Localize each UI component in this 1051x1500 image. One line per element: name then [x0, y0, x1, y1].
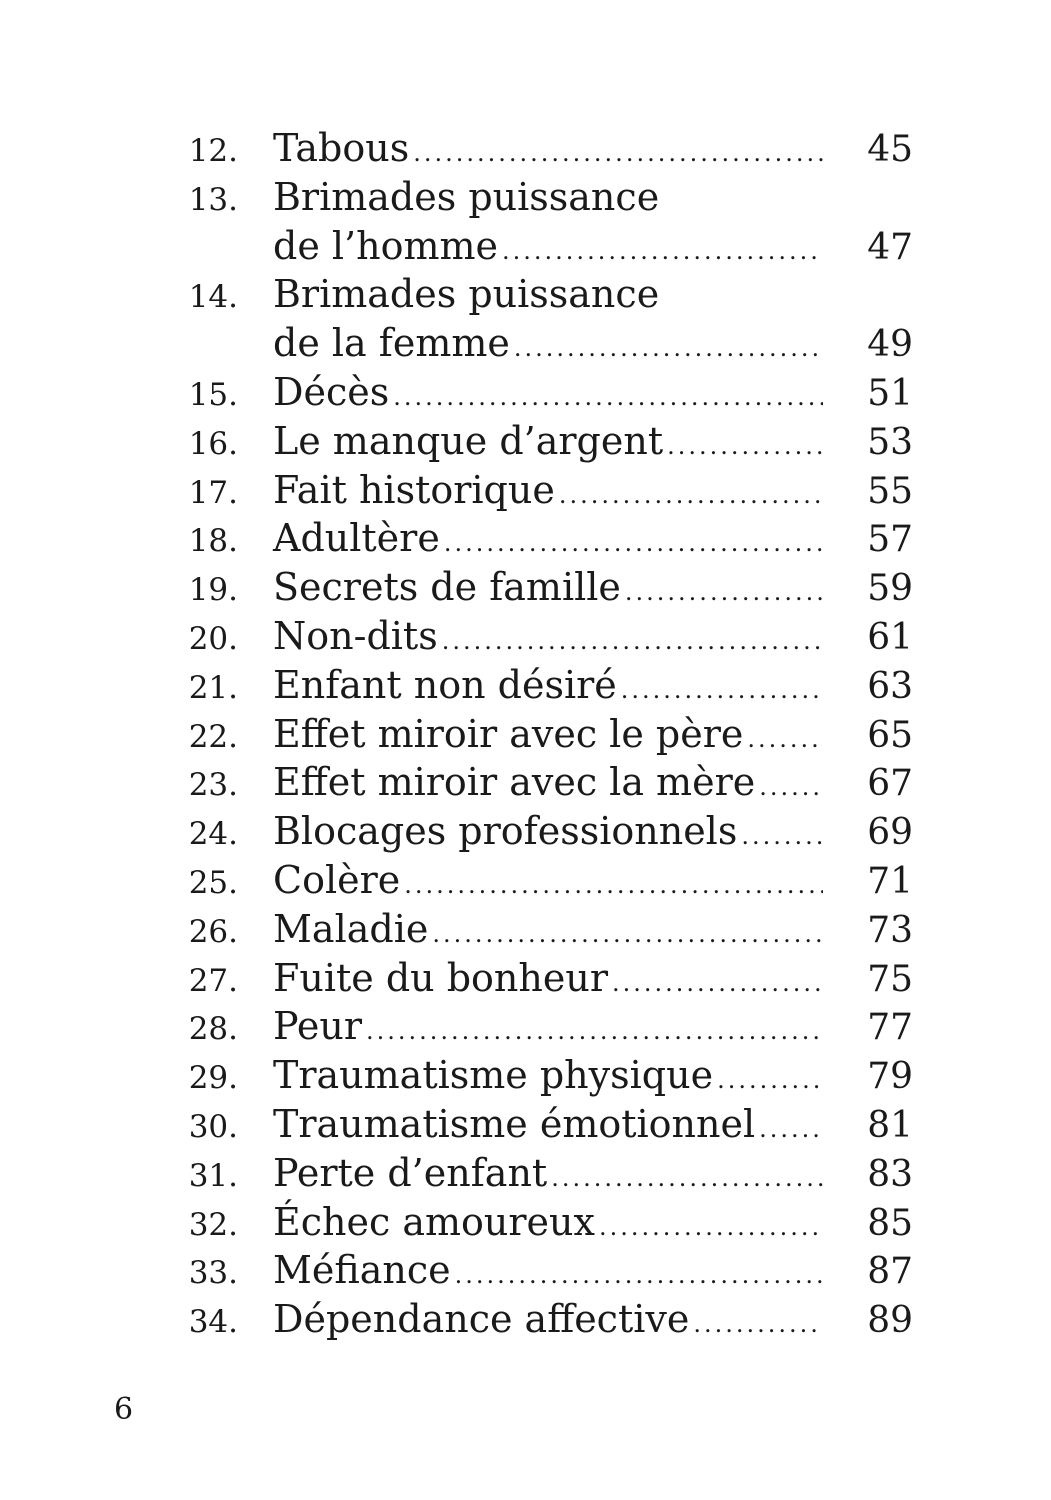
- toc-entry-title: Décès: [273, 369, 390, 414]
- dot-leader: [547, 1164, 823, 1192]
- toc-entry-row: [180, 516, 914, 565]
- toc-entry-title: Effet miroir avec le père: [273, 711, 744, 756]
- toc-entry-row: [180, 1297, 914, 1346]
- dot-leader: [755, 1115, 823, 1143]
- toc-entry-page: 67: [867, 763, 913, 805]
- toc-entry-title: Traumatisme émotionnel: [273, 1101, 756, 1146]
- toc-entry-page: 85: [867, 1202, 913, 1244]
- dot-leader: [689, 1310, 823, 1338]
- toc-entry-number: 15.: [188, 376, 238, 413]
- toc-entry-title: de la femme: [273, 321, 510, 366]
- toc-entry-title: de l’homme: [273, 223, 499, 268]
- dot-leader: [737, 822, 823, 850]
- toc-entry-title-column: [273, 1102, 823, 1146]
- dot-leader: [608, 969, 823, 997]
- toc-entry-number: 29.: [188, 1060, 238, 1097]
- toc-entry-title: Fait historique: [273, 467, 555, 512]
- toc-entry-title: Brimades puissance: [273, 272, 660, 317]
- toc-entry-page: 73: [867, 909, 913, 951]
- toc-entry-number: 14.: [188, 279, 238, 316]
- toc-entry-row: [180, 370, 914, 419]
- toc-entry-number: 23.: [188, 767, 238, 804]
- toc-entry-row: [180, 419, 914, 468]
- toc-entry-row: [180, 1200, 914, 1249]
- toc-entry-title-column: [273, 1297, 823, 1341]
- toc-entry-title: Non-dits: [273, 613, 438, 658]
- dot-leader: [595, 1213, 823, 1241]
- toc-entry-page: 69: [867, 812, 913, 854]
- toc-entry-number: 21.: [188, 669, 238, 706]
- toc-entry-title-column: [273, 712, 823, 756]
- toc-entry-title: Peur: [273, 1004, 362, 1049]
- toc-entry-page: 87: [867, 1251, 913, 1293]
- toc-entry-row: [180, 468, 914, 517]
- toc-entry-title-column: [273, 565, 823, 609]
- toc-entry-page: 79: [867, 1056, 913, 1098]
- toc-entry-number: 33.: [188, 1255, 238, 1292]
- dot-leader: [663, 432, 823, 460]
- toc-entry-title-column: [273, 858, 823, 902]
- toc-entry-row: [180, 614, 914, 663]
- toc-entry-row: [180, 858, 914, 907]
- toc-entry-number: 17.: [188, 474, 238, 511]
- toc-entry-number: 16.: [188, 425, 238, 462]
- dot-leader: [451, 1261, 823, 1289]
- toc-entry-row: [180, 809, 914, 858]
- toc-entry-row: [180, 1004, 914, 1053]
- toc-entry-row: [180, 760, 914, 809]
- toc-entry-number: 12.: [188, 133, 238, 169]
- toc-entry-row: [180, 956, 914, 1005]
- toc-entry-title-column: [273, 760, 823, 804]
- toc-entry-title: Échec amoureux: [273, 1199, 595, 1244]
- toc-entry-number: 19.: [188, 572, 238, 609]
- toc-entry-number: 30.: [188, 1108, 238, 1145]
- toc-entry-page: 51: [867, 372, 913, 414]
- dot-leader: [438, 627, 823, 655]
- dot-leader: [409, 139, 823, 167]
- toc-entry-page: 75: [867, 958, 913, 1000]
- toc-entry-page: 47: [867, 226, 913, 268]
- dot-leader: [621, 578, 823, 606]
- toc-entry-row: [180, 663, 914, 712]
- toc-entry-title: Enfant non désiré: [273, 662, 617, 707]
- toc-entry-row: [180, 175, 914, 224]
- toc-entry-number: 20.: [188, 620, 238, 657]
- toc-entry-row: [180, 321, 914, 370]
- toc-entry-title: Traumatisme physique: [273, 1053, 714, 1098]
- toc-entry-title: Dépendance affective: [273, 1297, 690, 1342]
- toc-entry-title-column: [273, 126, 823, 170]
- table-of-contents: [180, 126, 914, 1346]
- toc-entry-row: [180, 565, 914, 614]
- toc-entry-title-column: [273, 224, 823, 268]
- toc-entry-title: Perte d’enfant: [273, 1150, 548, 1195]
- toc-entry-page: 71: [867, 860, 913, 902]
- toc-entry-title: Secrets de famille: [273, 565, 621, 610]
- toc-entry-title-column: [273, 614, 823, 658]
- toc-entry-title: Maladie: [273, 906, 429, 951]
- toc-entry-title-column: [273, 419, 823, 463]
- dot-leader: [440, 529, 823, 557]
- toc-entry-title-column: [273, 1151, 823, 1195]
- toc-entry-title-column: [273, 809, 823, 853]
- toc-entry-page: 63: [867, 665, 913, 707]
- toc-entry-row: [180, 224, 914, 273]
- dot-leader: [555, 481, 823, 509]
- toc-entry-page: 55: [867, 470, 913, 512]
- toc-entry-title-column: [273, 370, 823, 414]
- dot-leader: [389, 383, 823, 411]
- toc-entry-title: Tabous: [273, 126, 410, 170]
- page-number: 6: [114, 1392, 134, 1427]
- toc-entry-page: 59: [867, 568, 913, 610]
- dot-leader: [428, 920, 823, 948]
- toc-entry-page: 83: [867, 1153, 913, 1195]
- toc-entry-page: 81: [867, 1104, 913, 1146]
- toc-entry-page: 57: [867, 519, 913, 561]
- toc-entry-row: [180, 272, 914, 321]
- dot-leader: [743, 725, 823, 753]
- toc-entry-title-column: [273, 907, 823, 951]
- toc-entry-title: Adultère: [273, 516, 440, 561]
- toc-entry-title: Blocages professionnels: [273, 809, 738, 854]
- toc-entry-title-column: [273, 956, 823, 1000]
- toc-entry-page: 49: [867, 324, 913, 366]
- toc-entry-title-column: [273, 175, 823, 219]
- dot-leader: [362, 1017, 823, 1045]
- dot-leader: [617, 676, 823, 704]
- toc-entry-title-column: [273, 1004, 823, 1048]
- toc-entry-title: Colère: [273, 857, 401, 902]
- toc-entry-page: 61: [867, 616, 913, 658]
- dot-leader: [498, 237, 823, 265]
- toc-entry-page: 45: [867, 129, 913, 170]
- dot-leader: [755, 773, 823, 801]
- toc-entry-row: [180, 1151, 914, 1200]
- toc-entry-number: 26.: [188, 913, 238, 950]
- toc-entry-row: [180, 126, 914, 175]
- toc-entry-number: 31.: [188, 1157, 238, 1194]
- toc-entry-row: [180, 907, 914, 956]
- toc-entry-number: 13.: [188, 181, 238, 218]
- toc-entry-title: Effet miroir avec la mère: [273, 760, 756, 805]
- toc-entry-number: 32.: [188, 1206, 238, 1243]
- dot-leader: [400, 871, 823, 899]
- toc-entry-page: 89: [867, 1300, 913, 1342]
- dot-leader: [713, 1066, 823, 1094]
- toc-entry-number: 28.: [188, 1011, 238, 1048]
- toc-entry-title-column: [273, 321, 823, 365]
- toc-entry-title-column: [273, 516, 823, 560]
- toc-entry-number: 18.: [188, 523, 238, 560]
- toc-entry-title-column: [273, 468, 823, 512]
- toc-entry-page: 65: [867, 714, 913, 756]
- dot-leader: [510, 334, 823, 362]
- toc-entry-title: Le manque d’argent: [273, 418, 664, 463]
- toc-entry-row: [180, 1102, 914, 1151]
- toc-entry-title-column: [273, 1053, 823, 1097]
- toc-entry-title-column: [273, 663, 823, 707]
- toc-entry-number: 25.: [188, 864, 238, 901]
- toc-entry-row: [180, 712, 914, 761]
- toc-entry-number: 34.: [188, 1304, 238, 1341]
- toc-entry-title-column: [273, 272, 823, 316]
- toc-entry-row: [180, 1248, 914, 1297]
- toc-entry-title-column: [273, 1248, 823, 1292]
- toc-entry-number: 27.: [188, 962, 238, 999]
- toc-entry-title: Brimades puissance: [273, 174, 660, 219]
- toc-entry-number: 24.: [188, 816, 238, 853]
- toc-entry-page: 53: [867, 421, 913, 463]
- toc-entry-title: Fuite du bonheur: [273, 955, 608, 1000]
- toc-entry-number: 22.: [188, 718, 238, 755]
- toc-entry-row: [180, 1053, 914, 1102]
- toc-entry-page: 77: [867, 1007, 913, 1049]
- toc-entry-title-column: [273, 1200, 823, 1244]
- toc-entry-title: Méfiance: [273, 1248, 451, 1293]
